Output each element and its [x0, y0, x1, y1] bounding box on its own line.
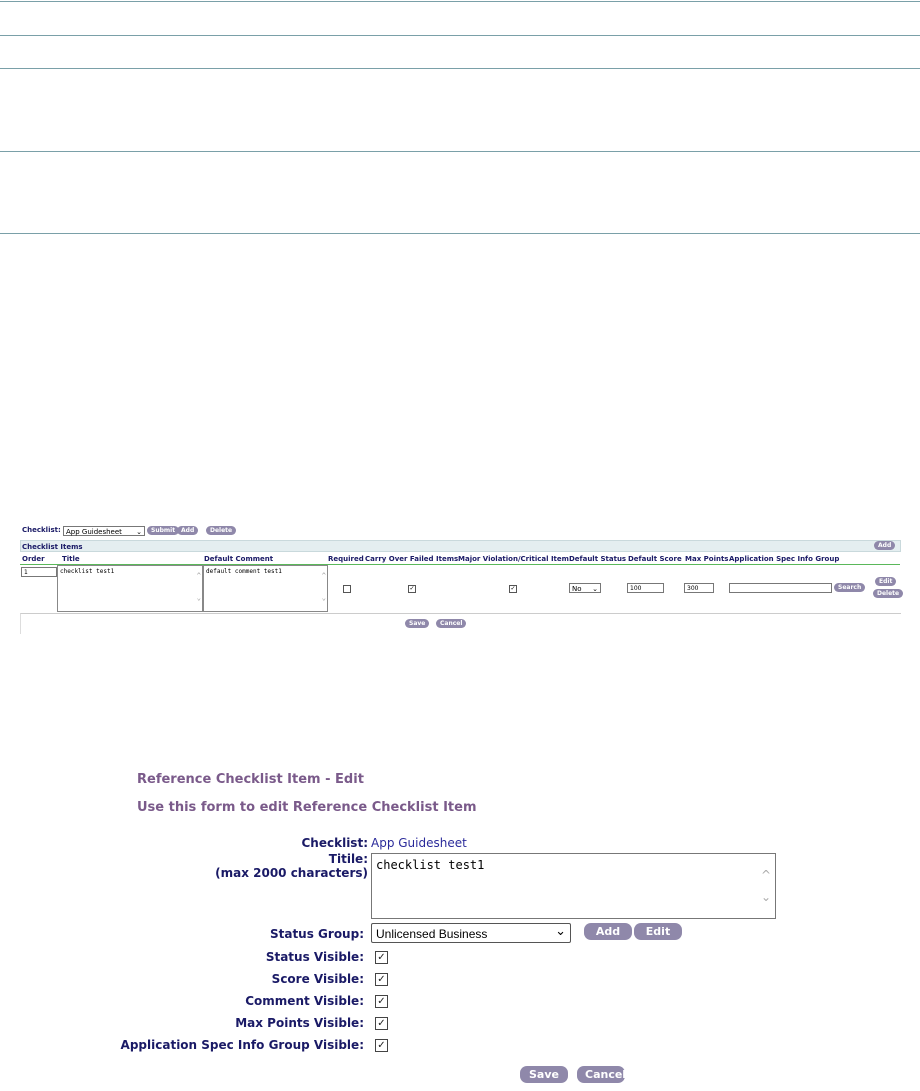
comment-visible-label: Comment Visible:	[245, 994, 364, 1008]
col-header: Max Points	[685, 555, 729, 563]
submit-button[interactable]: Submit	[147, 526, 179, 535]
max-points-visible-label: Max Points Visible:	[235, 1016, 364, 1030]
title-label: Titile:	[328, 852, 368, 866]
row-edit-button[interactable]: Edit	[875, 577, 896, 586]
col-header: Default Status	[569, 555, 627, 563]
default-status-select[interactable]: No ⌄	[569, 583, 601, 593]
col-header: Carry Over Failed Items	[365, 555, 459, 563]
col-header: Major Violation/Critical Item	[458, 555, 569, 563]
status-group-select[interactable]: Unlicensed Business ⌄	[371, 923, 571, 943]
max-points-input[interactable]: 300	[684, 583, 714, 593]
checklist-items-bar	[20, 540, 901, 552]
divider	[0, 1, 920, 2]
checklist-select[interactable]: App Guidesheet ⌄	[63, 526, 145, 536]
required-checkbox[interactable]	[343, 585, 351, 593]
chevron-down-icon: ⌄	[136, 528, 142, 536]
chevron-down-icon: ⌄	[555, 924, 566, 939]
title-textarea[interactable]: checklist test1 ^ ⌄	[57, 565, 203, 612]
carry-over-checkbox[interactable]: ✓	[409, 585, 415, 592]
checklist-link[interactable]: App Guidesheet	[371, 836, 467, 850]
cancel-button[interactable]: Cancel	[577, 1066, 625, 1083]
divider	[0, 35, 920, 36]
scroll-down-icon[interactable]: ⌄	[321, 594, 326, 602]
section-add-button[interactable]: Add	[874, 541, 895, 550]
col-header: Default Comment	[204, 555, 274, 563]
chevron-down-icon: ⌄	[592, 585, 598, 593]
divider	[0, 68, 920, 69]
status-visible-checkbox[interactable]: ✓	[375, 951, 388, 964]
row-delete-button[interactable]: Delete	[873, 589, 903, 598]
status-visible-label: Status Visible:	[265, 950, 364, 964]
comment-textarea[interactable]: default comment test1 ^ ⌄	[203, 565, 328, 612]
spec-group-visible-checkbox[interactable]: ✓	[375, 1039, 388, 1052]
scroll-up-icon[interactable]: ^	[196, 572, 201, 580]
title-hint: (max 2000 characters)	[215, 866, 368, 880]
status-group-add-button[interactable]: Add	[584, 923, 632, 940]
col-header: Required	[328, 555, 364, 563]
score-visible-checkbox[interactable]: ✓	[375, 973, 388, 986]
col-header: Default Score	[628, 555, 682, 563]
order-input[interactable]: 1	[21, 567, 57, 577]
major-violation-checkbox[interactable]: ✓	[510, 585, 516, 592]
divider	[0, 233, 920, 234]
status-group-edit-button[interactable]: Edit	[634, 923, 682, 940]
divider	[0, 151, 920, 152]
save-button[interactable]: Save	[520, 1066, 568, 1083]
scroll-down-icon[interactable]: ⌄	[196, 594, 201, 602]
col-header: Application Spec Info Group	[729, 555, 840, 563]
grid-save-button[interactable]: Save	[405, 619, 429, 628]
max-points-visible-checkbox[interactable]: ✓	[375, 1017, 388, 1030]
col-header: Order	[22, 555, 45, 563]
spec-group-visible-label: Application Spec Info Group Visible:	[120, 1038, 364, 1052]
scroll-up-icon[interactable]: ^	[321, 572, 326, 580]
comment-visible-checkbox[interactable]: ✓	[375, 995, 388, 1008]
scroll-down-icon[interactable]: ⌄	[760, 890, 771, 904]
grid-cancel-button[interactable]: Cancel	[436, 619, 466, 628]
page-subtitle: Use this form to edit Reference Checklist Item	[137, 800, 477, 815]
spec-group-input[interactable]	[729, 583, 832, 593]
score-visible-label: Score Visible:	[271, 972, 364, 986]
default-score-input[interactable]: 100	[627, 583, 664, 593]
status-group-label: Status Group:	[269, 927, 364, 941]
title-textarea[interactable]: checklist test1 ^ ⌄	[371, 853, 776, 919]
search-button[interactable]: Search	[834, 583, 865, 592]
add-button[interactable]: Add	[177, 526, 198, 535]
table-row	[20, 565, 901, 613]
page-title: Reference Checklist Item - Edit	[137, 772, 364, 787]
section-title: Checklist Items	[22, 543, 83, 551]
scroll-up-icon[interactable]: ^	[760, 868, 771, 882]
checklist-label: Checklist:	[22, 526, 61, 534]
delete-button[interactable]: Delete	[206, 526, 236, 535]
checklist-label: Checklist:	[301, 836, 368, 850]
col-header: Title	[62, 555, 80, 563]
